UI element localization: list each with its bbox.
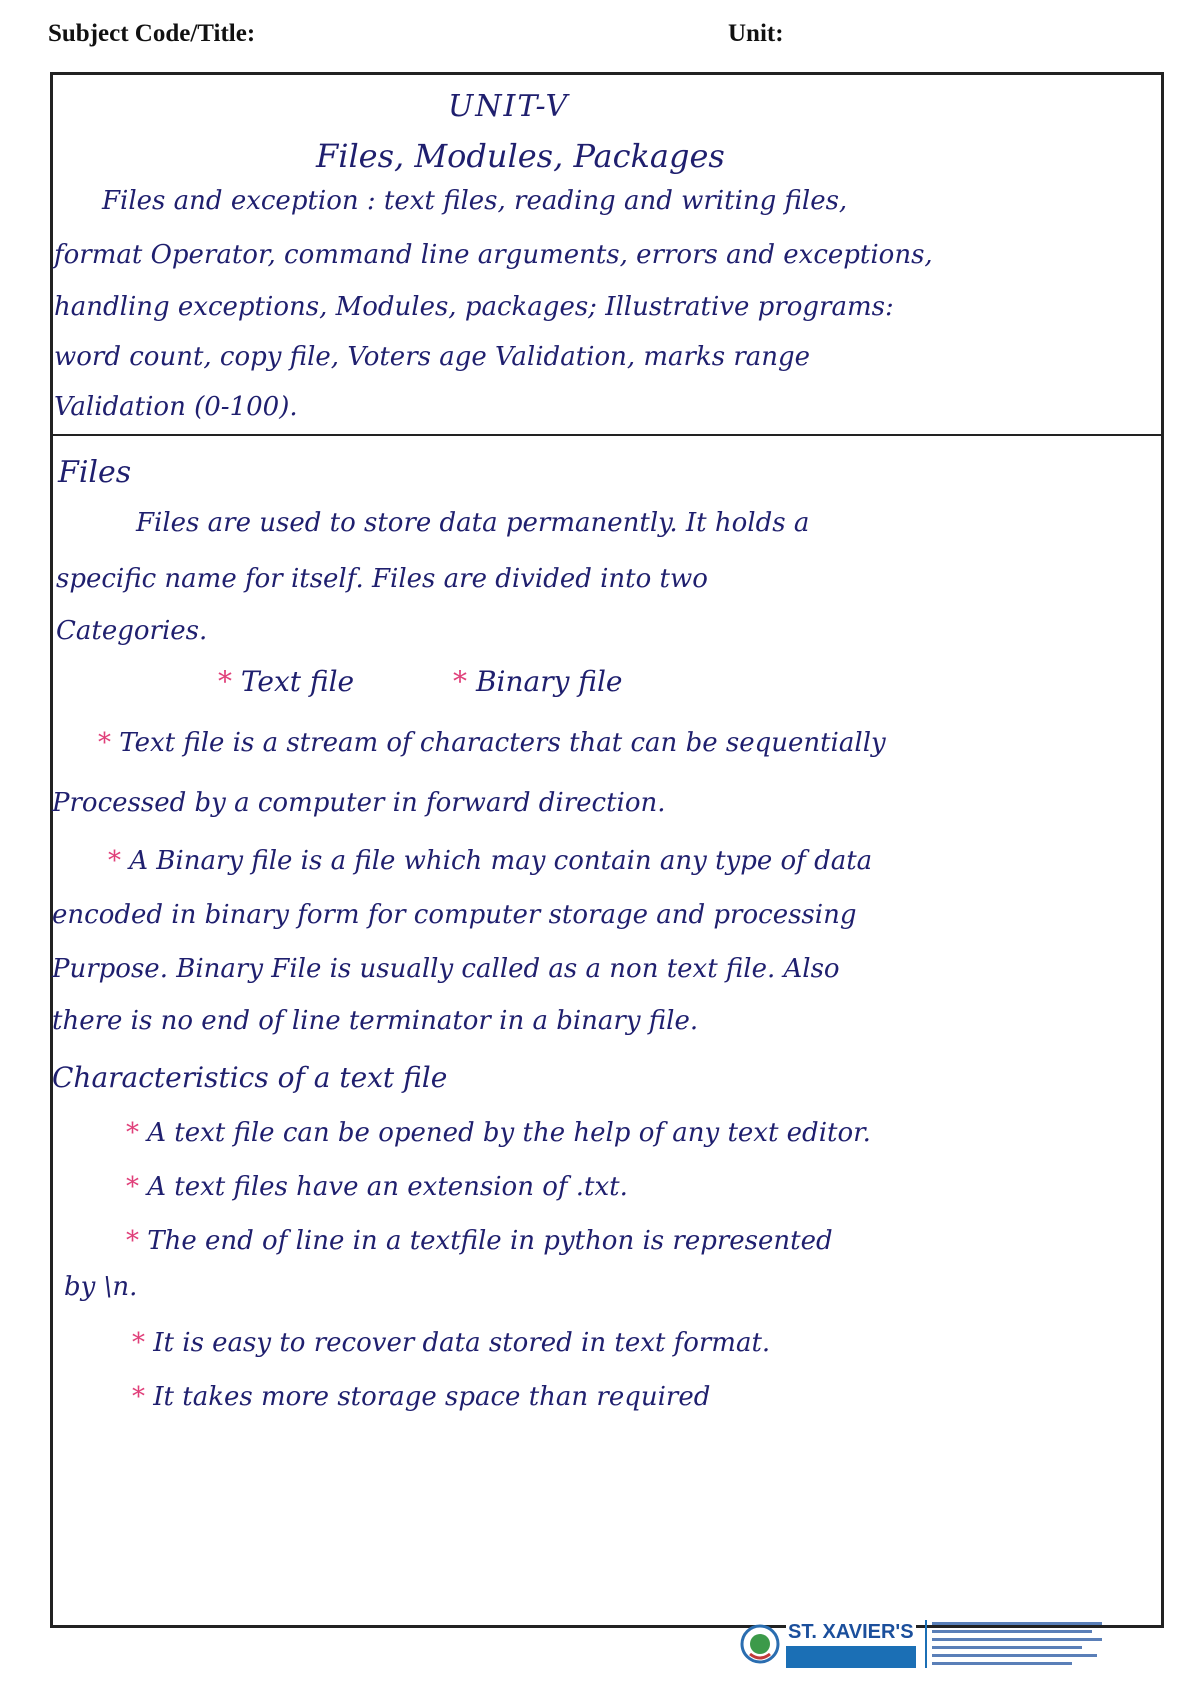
syllabus-paragraph <box>54 186 1154 426</box>
list-item-continuation: by \n. <box>64 1272 138 1302</box>
files-intro-line: specific name for itself. Files are divided into two <box>56 564 708 594</box>
list-item <box>126 1118 871 1148</box>
asterisk-icon: * <box>126 1226 139 1256</box>
text-file-line-text: Text file is a stream of characters that can be sequentially <box>119 728 886 758</box>
asterisk-icon: * <box>126 1118 139 1148</box>
unit-label: Unit: <box>728 20 784 47</box>
asterisk-icon: * <box>132 1382 145 1412</box>
unit-subtitle: Files, Modules, Packages <box>316 137 725 175</box>
asterisk-icon: * <box>126 1172 139 1202</box>
asterisk-icon: * <box>218 665 232 698</box>
list-item-text: It takes more storage space than required <box>153 1382 711 1412</box>
category-label: Binary file <box>475 665 623 698</box>
text-file-line <box>98 728 886 758</box>
files-heading: Files <box>58 455 132 490</box>
binary-file-line: Purpose. Binary File is usually called as a non text file. Also <box>52 954 840 984</box>
category-binary-file <box>453 665 622 698</box>
binary-file-paragraph <box>52 846 1157 1066</box>
list-item-text: It is easy to recover data stored in text format. <box>153 1328 771 1358</box>
list-item <box>126 1226 833 1256</box>
files-intro-paragraph <box>56 508 1156 648</box>
syllabus-line: Files and exception : text files, reading and writing files, <box>102 186 848 216</box>
subject-code-title-label: Subject Code/Title: <box>48 20 256 47</box>
text-file-line: Processed by a computer in forward direction. <box>52 788 666 818</box>
logo-text: ST. XAVIER'S <box>788 1621 914 1643</box>
list-item <box>132 1382 710 1412</box>
asterisk-icon: * <box>108 846 121 876</box>
syllabus-line: format Operator, command line arguments, errors and exceptions, <box>54 240 933 270</box>
category-label: Text file <box>240 665 355 698</box>
list-item-text: A text files have an extension of .txt. <box>147 1172 628 1202</box>
list-item <box>132 1328 770 1358</box>
college-logo <box>736 1614 1116 1674</box>
asterisk-icon: * <box>132 1328 145 1358</box>
text-file-paragraph <box>52 728 1157 828</box>
asterisk-icon: * <box>453 665 468 698</box>
characteristics-heading: Characteristics of a text file <box>52 1061 448 1094</box>
syllabus-line: word count, copy file, Voters age Validation, marks range <box>54 342 811 372</box>
category-text-file <box>218 665 354 698</box>
binary-file-line <box>108 846 872 876</box>
files-intro-line: Files are used to store data permanently. It holds a <box>136 508 810 538</box>
syllabus-line: handling exceptions, Modules, packages; Illustrative programs: <box>54 292 894 322</box>
unit-title: UNIT-V <box>448 89 570 124</box>
syllabus-line: Validation (0-100). <box>54 392 298 422</box>
college-logo-graphic <box>736 1614 1116 1674</box>
file-categories <box>218 665 713 698</box>
list-item-text: A text file can be opened by the help of any text editor. <box>147 1118 871 1148</box>
list-item-text: The end of line in a textfile in python is represented <box>147 1226 833 1256</box>
binary-file-line-text: A Binary file is a file which may contain any type of data <box>129 846 873 876</box>
section-divider <box>50 434 1164 436</box>
files-intro-line: Categories. <box>56 616 208 646</box>
binary-file-line: there is no end of line terminator in a binary file. <box>52 1006 699 1036</box>
asterisk-icon: * <box>98 728 111 758</box>
binary-file-line: encoded in binary form for computer storage and processing <box>52 900 857 930</box>
list-item <box>126 1172 628 1202</box>
characteristics-list <box>52 1118 1157 1418</box>
